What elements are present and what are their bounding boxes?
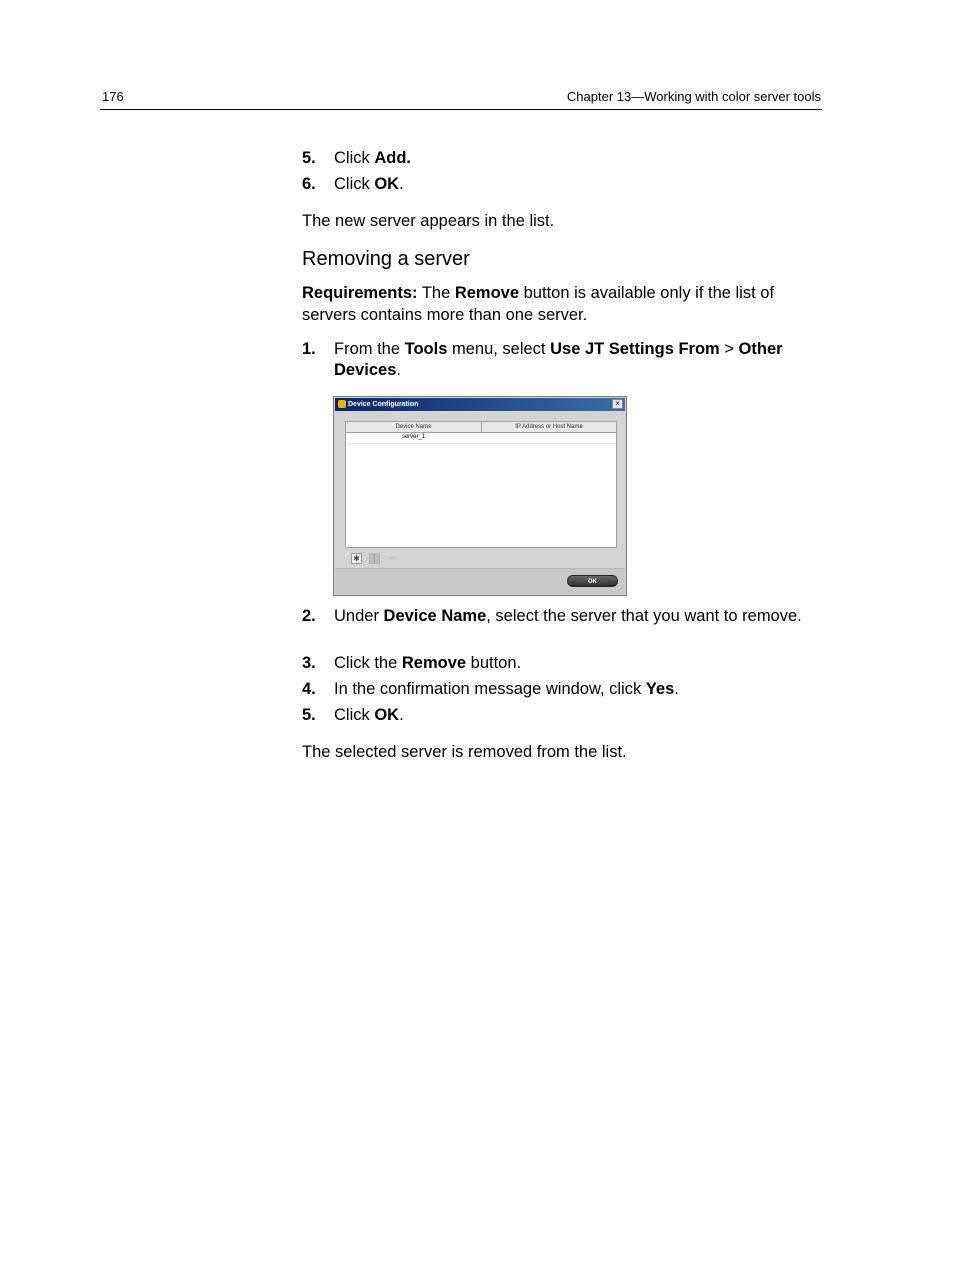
- step-number: 6.: [302, 175, 316, 193]
- chapter-title: Chapter 13—Working with color server tools: [566, 89, 821, 104]
- step-text: Click the: [334, 654, 402, 672]
- step-bold: OK: [374, 706, 400, 724]
- section-heading: Removing a server: [302, 248, 470, 270]
- step-text: Click: [334, 706, 375, 724]
- app-icon: [338, 400, 346, 408]
- step-text-end: , select the server that you want to remove.: [486, 607, 802, 625]
- edit-icon[interactable]: │: [369, 553, 380, 564]
- step-number: 1.: [302, 340, 316, 358]
- dialog-titlebar: [335, 398, 625, 411]
- step-bold: Remove: [401, 654, 467, 672]
- dialog-button-bar: [335, 568, 625, 594]
- step-text-end: .: [399, 706, 404, 724]
- use-jt-settings: Use JT Settings From: [550, 340, 720, 358]
- device-list[interactable]: [345, 421, 617, 548]
- step-bold: Device Name: [383, 607, 487, 625]
- step-number: 2.: [302, 607, 316, 625]
- step-text-end: .: [674, 680, 679, 698]
- other-devices: Other Devices: [334, 340, 783, 379]
- page-number: 176: [102, 89, 124, 104]
- step-number: 3.: [302, 654, 316, 672]
- requirements-label: Requirements:: [302, 284, 418, 302]
- removed-text: The selected server is removed from the list.: [302, 743, 627, 761]
- table-row[interactable]: server_1: [401, 434, 426, 440]
- ok-button[interactable]: OK: [567, 575, 618, 587]
- close-icon[interactable]: ×: [612, 399, 623, 409]
- device-configuration-dialog: [333, 396, 627, 596]
- step-text: Click: [334, 175, 375, 193]
- dialog-title: Device Configuration: [348, 401, 419, 408]
- tools-menu: Tools: [404, 340, 448, 358]
- step-text-end: button.: [466, 654, 522, 672]
- step-number: 4.: [302, 680, 316, 698]
- row-divider: [346, 443, 616, 444]
- step-text: In the confirmation message window, click: [334, 680, 646, 698]
- requirements-text-end: button is available only if the list of servers contains more than one server.: [302, 284, 775, 324]
- step-6-ok: [302, 174, 822, 195]
- step-bold: Add.: [374, 149, 412, 167]
- step-bold: OK: [374, 175, 400, 193]
- step-2-device-name: [302, 606, 822, 627]
- step-text: >: [719, 340, 739, 358]
- step-text: From the: [334, 340, 405, 358]
- step-3-remove: [302, 653, 822, 674]
- add-icon[interactable]: ✱: [351, 553, 362, 564]
- column-header-device-name[interactable]: Device Name: [346, 422, 482, 433]
- step-text: Click: [334, 149, 375, 167]
- step-bold: Yes: [645, 680, 675, 698]
- header-rule: [100, 109, 822, 110]
- step-text-end: .: [396, 361, 401, 379]
- requirements-paragraph: [302, 282, 822, 326]
- column-header-ip-address[interactable]: IP Address or Host Name: [482, 422, 616, 433]
- step-1-tools-menu: [302, 339, 822, 381]
- remove-icon[interactable]: —: [388, 553, 397, 562]
- requirements-text: The: [417, 284, 455, 302]
- step-text: menu, select: [447, 340, 551, 358]
- step-5-ok: [302, 705, 822, 726]
- step-4-yes: [302, 679, 822, 700]
- step-text-end: .: [399, 175, 404, 193]
- step-number: 5.: [302, 706, 316, 724]
- step-number: 5.: [302, 149, 316, 167]
- requirements-bold: Remove: [454, 284, 520, 302]
- new-server-text: The new server appears in the list.: [302, 212, 555, 230]
- step-text: Under: [334, 607, 384, 625]
- step-5-add: [302, 148, 822, 169]
